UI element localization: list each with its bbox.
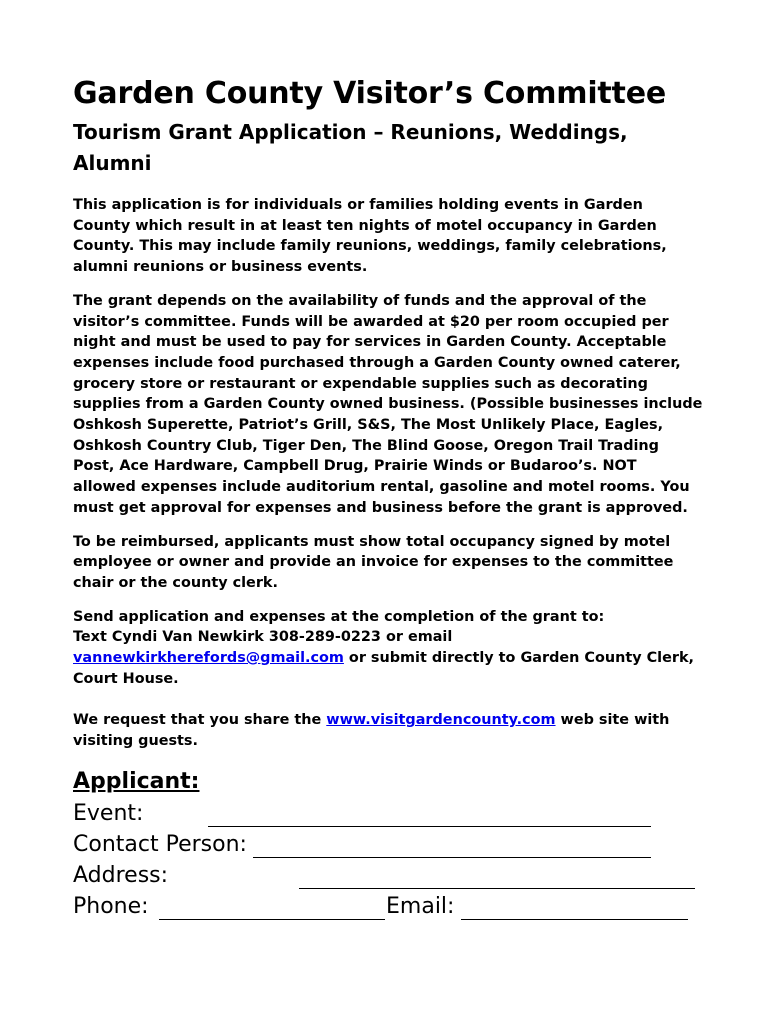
contact-person-blank[interactable] (253, 857, 651, 858)
phone-blank[interactable] (159, 919, 385, 920)
document-title: Garden County Visitor’s Committee (73, 76, 666, 111)
share-text-end: web site with visiting guests. (73, 712, 670, 750)
share-paragraph (73, 710, 703, 751)
website-link[interactable]: www.visitgardencounty.com (326, 712, 556, 729)
event-field (73, 798, 703, 829)
address-label: Address: (73, 862, 169, 888)
contact-text: Text Cyndi Van Newkirk 308-289-0223 or email (73, 629, 453, 646)
phone-label: Phone: (73, 893, 149, 919)
event-label: Event: (73, 800, 144, 826)
intro-paragraph: This application is for individuals or families holding events in Garden County which result in at least ten nights of motel occupancy in Garden County. This may include family reunions, weddings, family celebrations, alumni reunions or business events. (73, 197, 667, 276)
send-paragraph (73, 607, 703, 690)
contact-person-field (73, 829, 703, 860)
send-instructions: Send application and expenses at the completion of the grant to: (73, 608, 605, 625)
address-field (73, 860, 703, 891)
submit-text: or submit directly to Garden County Clerk, Court House. (73, 650, 694, 687)
email-link[interactable]: vannewkirkherefords@gmail.com (73, 650, 344, 667)
application-document (73, 76, 703, 922)
phone-email-field (73, 891, 703, 922)
share-text: We request that you share the (73, 712, 327, 729)
contact-person-label: Contact Person: (73, 831, 247, 857)
email-label: Email: (386, 893, 455, 919)
document-subtitle: Tourism Grant Application – Reunions, Weddings, Alumni (73, 120, 628, 175)
email-blank[interactable] (461, 919, 688, 920)
reimbursement-paragraph: To be reimbursed, applicants must show total occupancy signed by motel employee or owner and provide an invoice for expenses to the committee chair or the county clerk. (73, 533, 674, 591)
grant-paragraph: The grant depends on the availability of funds and the approval of the visitor’s committee. Funds will be awarded at $20 per room occupied per night and must be used to pay for services in Garden County. Acceptable expenses include food purchased through a Garden County owned caterer, grocery store or restaurant or expendable supplies such as decorating supplies from a Garden County owned business. (Possible businesses include Oshkosh Superette, Patriot’s Grill, S&S, The Most Unlikely Place, Eagles, Oshkosh Country Club, Tiger Den, The Blind Goose, Oregon Trail Trading Post, Ace Hardware, Campbell Drug, Prairie Winds or Budaroo’s. NOT allowed expenses include auditorium rental, gasoline and motel rooms. You must get approval for expenses and business before the grant is approved. (73, 292, 703, 516)
event-blank[interactable] (208, 826, 651, 827)
applicant-heading: Applicant: (73, 768, 200, 794)
address-blank[interactable] (299, 888, 695, 889)
